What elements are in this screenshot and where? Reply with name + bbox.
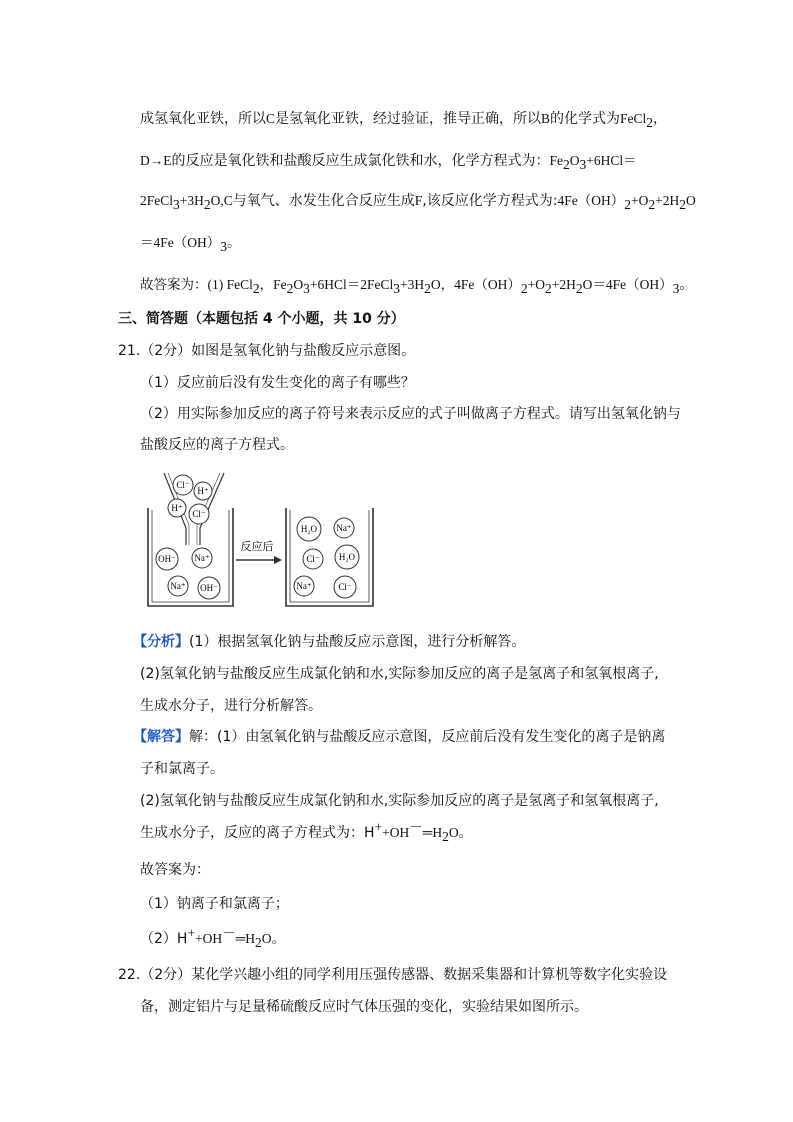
solution-line-1 [133,728,665,746]
answer-2 [140,925,286,950]
formula: O [293,277,304,292]
formula: 2FeCl [140,193,174,208]
formula: O [569,153,580,168]
formula: +2H [551,277,576,292]
solution-line-4 [140,819,473,844]
ion-label: Na⁺ [296,581,312,591]
subscript: 2 [442,828,449,844]
formula: O。 [448,825,473,840]
superscript: － [222,925,236,941]
reaction-diagram [140,470,380,615]
text: ,该反应化学方程式为: [422,193,558,209]
formula: +3H [400,277,425,292]
formula: +2H [655,193,680,208]
subscript: 2 [646,114,654,130]
text: ， [653,111,668,127]
arrow-head-icon [274,556,282,564]
formula: +OH [195,931,223,946]
subscript: 2 [520,280,528,296]
ion-label: Na⁺ [336,523,352,533]
molecule-h2o [335,545,359,569]
superscript: + [374,819,383,835]
ion-cl [334,576,356,598]
text-line-1 [140,110,667,128]
answer-label: 故答案为： [140,862,210,878]
ion-na [294,576,314,596]
subscript: 3 [220,238,227,254]
subscript: 2 [575,280,583,296]
ion-label: OH⁻ [200,583,218,593]
arrow-label: 反应后 [240,540,274,553]
formula: +O [630,193,649,208]
analysis-line-1 [133,633,525,651]
subscript: 3 [393,280,400,296]
formula: 故答案为：(1) FeCl [140,277,253,292]
subscript: 2 [563,156,570,172]
text-line-3 [140,192,696,210]
subscript: 3 [303,280,310,296]
superscript: + [187,925,196,941]
text: 成氢氧化亚铁，所以 [140,111,266,127]
solution-line-3: (2)氢氧化钠与盐酸反应生成氯化钠和水,实际参加反应的离子是氢离子和氢氧根离子, [140,793,659,809]
formula: +3H [179,193,204,208]
formula: ═H [422,825,443,840]
analysis-tag: 【分析】 [133,634,189,650]
text: （2）H [140,931,188,947]
text: ,C [220,193,233,208]
question-22-cont: 备，测定铝片与足量稀硫酸反应时气体压强的变化，实验结果如图所示。 [140,999,588,1015]
text: 与氧气、水发生化合反应生成 [232,193,415,209]
formula: O。 [261,931,286,946]
ion-label: Cl⁻ [176,480,190,490]
text-line-4 [140,234,241,252]
section-heading: 三、简答题（本题包括 4 个小题，共 10 分） [118,311,405,327]
ion-oh [156,548,178,570]
analysis-line-3: 生成水分子，进行分析解答。 [140,698,322,714]
ion-oh [198,577,220,599]
analysis-line-2: (2)氢氧化钠与盐酸反应生成氯化钠和水,实际参加反应的离子是氢离子和氢氧根离子, [140,666,659,682]
formula: +6HCl＝2FeCl [309,277,394,292]
text: 的反应是氧化铁和盐酸反应生成氯化铁和水，化学方程式为： [171,153,550,169]
text: (1）根据氢氧化钠与盐酸反应示意图，进行分析解答。 [189,634,526,650]
subscript: 3 [173,196,180,212]
subscript: 2 [424,280,431,296]
subscript: 2 [545,280,552,296]
subscript: 2 [624,196,631,212]
ion-h [168,499,186,517]
answer-line [140,276,693,294]
ion-cl [173,475,193,495]
question-21-part1: （1）反应前后没有发生变化的离子有哪些？ [140,375,415,391]
ion-cl [189,504,209,524]
solution-tag: 【解答】 [133,729,189,745]
formula: ，Fe [259,277,287,292]
molecule-h2o [297,517,321,541]
ion-cl [303,549,323,569]
solution-line-2: 子和氯离子。 [140,761,224,777]
superscript: － [409,819,423,835]
text: 。 [227,235,241,251]
formula: O＝4Fe（OH） [582,277,673,292]
question-21-part2-cont: 盐酸反应的离子方程式。 [140,437,294,453]
text: D→E [140,153,172,168]
formula: Fe [549,153,563,168]
ion-na [168,576,188,596]
ion-label: OH⁻ [158,554,176,564]
subscript: 2 [252,280,260,296]
text-line-2 [140,152,637,170]
text: 解：(1）由氢氧化钠与盐酸反应示意图，反应前后没有发生变化的离子是钠离 [189,729,666,745]
formula: ＝4Fe（OH） [140,235,221,250]
subscript: 2 [648,196,656,212]
text: B [541,111,551,126]
subscript: 2 [679,196,686,212]
ion-label: Cl⁻ [192,509,206,519]
subscript: 3 [579,156,587,172]
formula: +OH [382,825,410,840]
subscript: 2 [255,934,262,950]
formula: FeCl [620,111,647,126]
ion-na [192,548,212,568]
formula: +6HCl＝ [586,153,637,168]
ion-label: Cl⁻ [306,554,320,564]
subscript: 3 [672,280,680,296]
ion-label: Na⁺ [170,581,186,591]
ion-h [194,482,212,500]
ion-label: H⁺ [171,503,183,513]
text: 是氢氧化亚铁，经过验证，推导正确，所以 [275,111,542,127]
text: C [266,111,276,126]
ion-label: H₂O [300,524,318,534]
formula: ═H [235,931,256,946]
ion-label: Na⁺ [194,553,210,563]
formula: O [210,193,221,208]
formula: O，4Fe（OH） [430,277,521,292]
answer-1: （1）钠离子和氯离子； [140,896,289,912]
ion-na [334,518,354,538]
text: 的化学式为 [550,111,621,127]
formula: O [685,193,696,208]
subscript: 2 [286,280,294,296]
subscript: 2 [203,196,211,212]
text: 生成水分子，反应的离子方程式为：H [140,825,375,841]
formula: +O [527,277,545,292]
question-21-part2: （2）用实际参加反应的离子符号来表示反应的式子叫做离子方程式。请写出氢氧化钠与 [140,406,681,422]
formula: 4Fe（OH） [557,193,625,208]
question-21: 21.（2分）如图是氢氧化钠与盐酸反应示意图。 [118,343,416,359]
text: 。 [679,277,694,293]
ion-label: Cl⁻ [338,582,352,592]
text: F [414,193,423,208]
ion-label: H⁺ [197,486,209,496]
question-22: 22.（2分）某化学兴趣小组的同学利用压强传感器、数据采集器和计算机等数字化实验设 [118,967,668,983]
ion-label: H₂O [338,552,356,562]
